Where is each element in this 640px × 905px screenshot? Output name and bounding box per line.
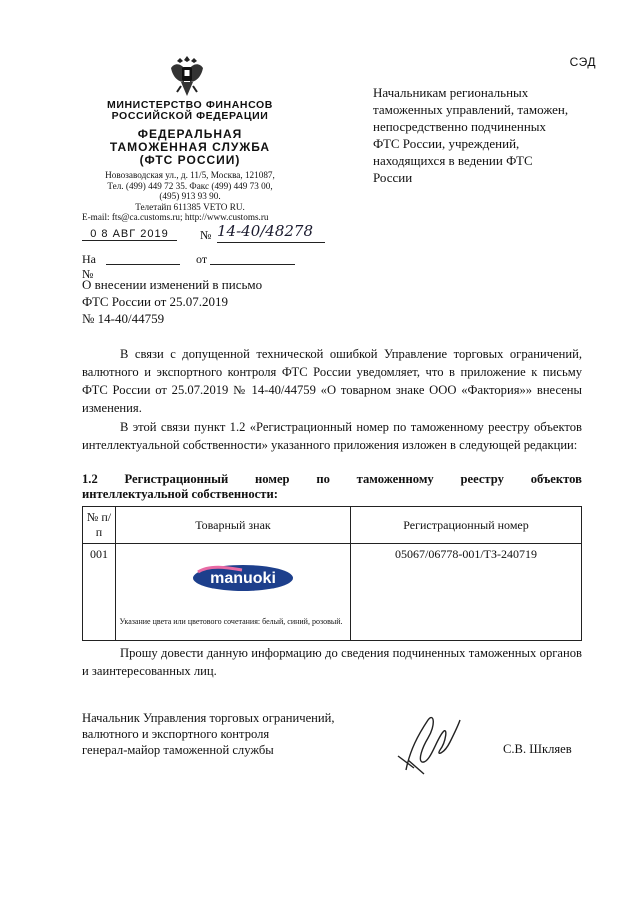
handwritten-signature	[388, 690, 483, 780]
from-label: от	[196, 252, 208, 266]
body-paragraph-1: В связи с допущенной технической ошибкой Управление торговых ограничений, валютного и экспортного контроля ФТС России уведомляет, что в приложение к письму ФТС России от 25.07.2019 № 14-40/44759 «О товарном знаке ООО «Фактория»» внесены изменения.	[82, 347, 582, 415]
body-paragraph-2: В этой связи пункт 1.2 «Регистрационный номер по таможенному реестру объектов интеллектуальной собственности» указанного приложения изложен в следующей редакции:	[82, 420, 582, 452]
row-number: 001	[83, 544, 116, 641]
color-note: Указание цвета или цветового сочетания: белый, синий, розовый.	[119, 617, 343, 626]
trademark-table	[82, 506, 582, 641]
col-trademark-header: Товарный знак	[116, 507, 351, 544]
reply-number-blank	[106, 264, 180, 265]
logo-text: manuoki	[210, 570, 276, 587]
item-heading: 1.2 Регистрационный номер по таможенному реестру объектов интеллектуальной собственности:	[82, 472, 582, 501]
body-paragraph-3: Прошу довести данную информацию до сведения подчиненных таможенных органов и заинтересованных лиц.	[82, 646, 582, 678]
number-label: №	[200, 228, 212, 242]
email-line: E-mail: fts@ca.customs.ru; http://www.customs.ru	[82, 212, 269, 222]
manuoki-logo	[190, 562, 296, 592]
registration-number: 05067/06778-001/ТЗ-240719	[351, 544, 582, 641]
contact-address: Новозаводская ул., д. 11/5, Москва, 121087, Тел. (499) 449 72 35. Факс (499) 449 73 00, (495) 913 93 90. Телетайп 611385 VETO RU. E-mail: fts@ca.customs.ru; http://www.customs.ru	[82, 170, 298, 223]
reply-date-blank	[210, 264, 295, 265]
sed-stamp: СЭД	[569, 55, 596, 69]
signer-name: С.В. Шкляев	[503, 742, 572, 756]
table-row	[83, 544, 582, 641]
document-date: 0 8 АВГ 2019	[82, 228, 177, 241]
subject-line: О внесении изменений в письмо ФТС России от 25.07.2019 № 14-40/44759	[82, 277, 263, 326]
trademark-cell	[116, 544, 351, 641]
table-header-row	[83, 507, 582, 544]
service-name: ФЕДЕРАЛЬНАЯ ТАМОЖЕННАЯ СЛУЖБА (ФТС РОССИИ)	[109, 127, 271, 167]
reply-label: На №	[82, 252, 96, 281]
document-number: 14-40/48278	[217, 222, 325, 243]
double-headed-eagle-emblem	[167, 52, 207, 100]
col-number-header: № п/п	[83, 507, 116, 544]
addressee-block: Начальникам региональных таможенных управлений, таможен, непосредственно подчиненных ФТС России, учреждений, находящихся в ведении ФТС России	[373, 85, 569, 185]
col-regnumber-header: Регистрационный номер	[351, 507, 582, 544]
signer-position: Начальник Управления торговых ограничений, валютного и экспортного контроля генерал-майор таможенной службы	[82, 711, 335, 757]
ministry-name: МИНИСТЕРСТВО ФИНАНСОВ РОССИЙСКОЙ ФЕДЕРАЦИИ	[107, 99, 273, 122]
